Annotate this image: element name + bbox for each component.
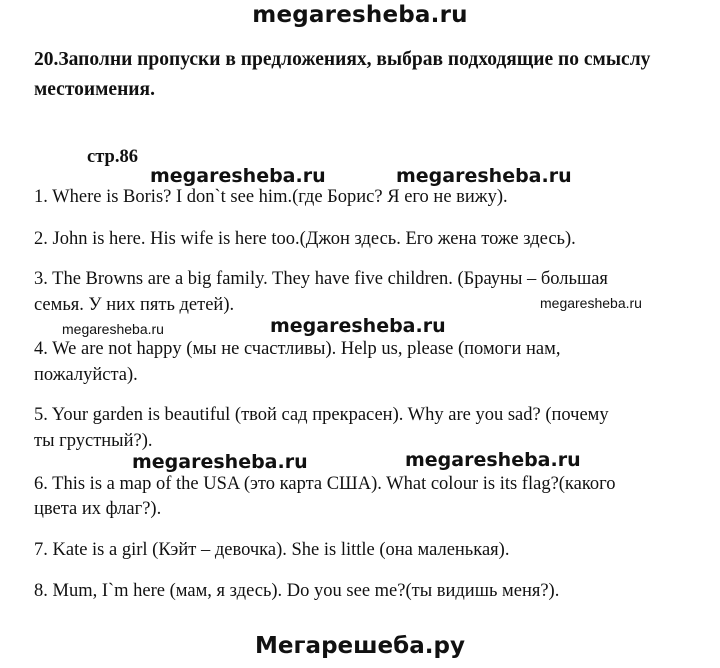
site-footer: Мегарешеба.ру — [255, 633, 465, 659]
exercise-line-4: 4. We are not happy (мы не счастливы). Help us, please (помоги нам, — [34, 339, 561, 359]
exercise-line-6-continuation: цвета их флаг?). — [34, 499, 162, 519]
watermark: megaresheba.ru — [270, 315, 446, 337]
task-title-continuation: местоимения. — [34, 79, 155, 100]
exercise-line-8: 8. Mum, I`m here (мам, я здесь). Do you see me?(ты видишь меня?). — [34, 581, 560, 601]
watermark: megaresheba.ru — [540, 295, 642, 311]
site-header: megaresheba.ru — [252, 2, 468, 28]
exercise-line-2: 2. John is here. His wife is here too.(Джон здесь. Его жена тоже здесь). — [34, 229, 576, 249]
exercise-line-3: 3. The Browns are a big family. They have five children. (Брауны – большая — [34, 269, 608, 289]
exercise-line-5: 5. Your garden is beautiful (твой сад прекрасен). Why are you sad? (почему — [34, 405, 609, 425]
exercise-line-3-continuation: семья. У них пять детей). — [34, 295, 235, 315]
watermark: megaresheba.ru — [150, 165, 326, 187]
exercise-line-1: 1. Where is Boris? I don`t see him.(где Борис? Я его не вижу). — [34, 187, 508, 207]
exercise-line-4-continuation: пожалуйста). — [34, 365, 138, 385]
watermark: megaresheba.ru — [405, 449, 581, 471]
watermark: megaresheba.ru — [396, 165, 572, 187]
task-title: 20.Заполни пропуски в предложениях, выбрав подходящие по смыслу — [34, 49, 651, 70]
exercise-line-6: 6. This is a map of the USA (это карта США). What colour is its flag?(какого — [34, 474, 616, 494]
watermark: megaresheba.ru — [132, 451, 308, 473]
watermark: megaresheba.ru — [62, 321, 164, 337]
page-reference: стр.86 — [87, 147, 138, 167]
exercise-line-7: 7. Kate is a girl (Кэйт – девочка). She is little (она маленькая). — [34, 540, 510, 560]
exercise-line-5-continuation: ты грустный?). — [34, 431, 153, 451]
